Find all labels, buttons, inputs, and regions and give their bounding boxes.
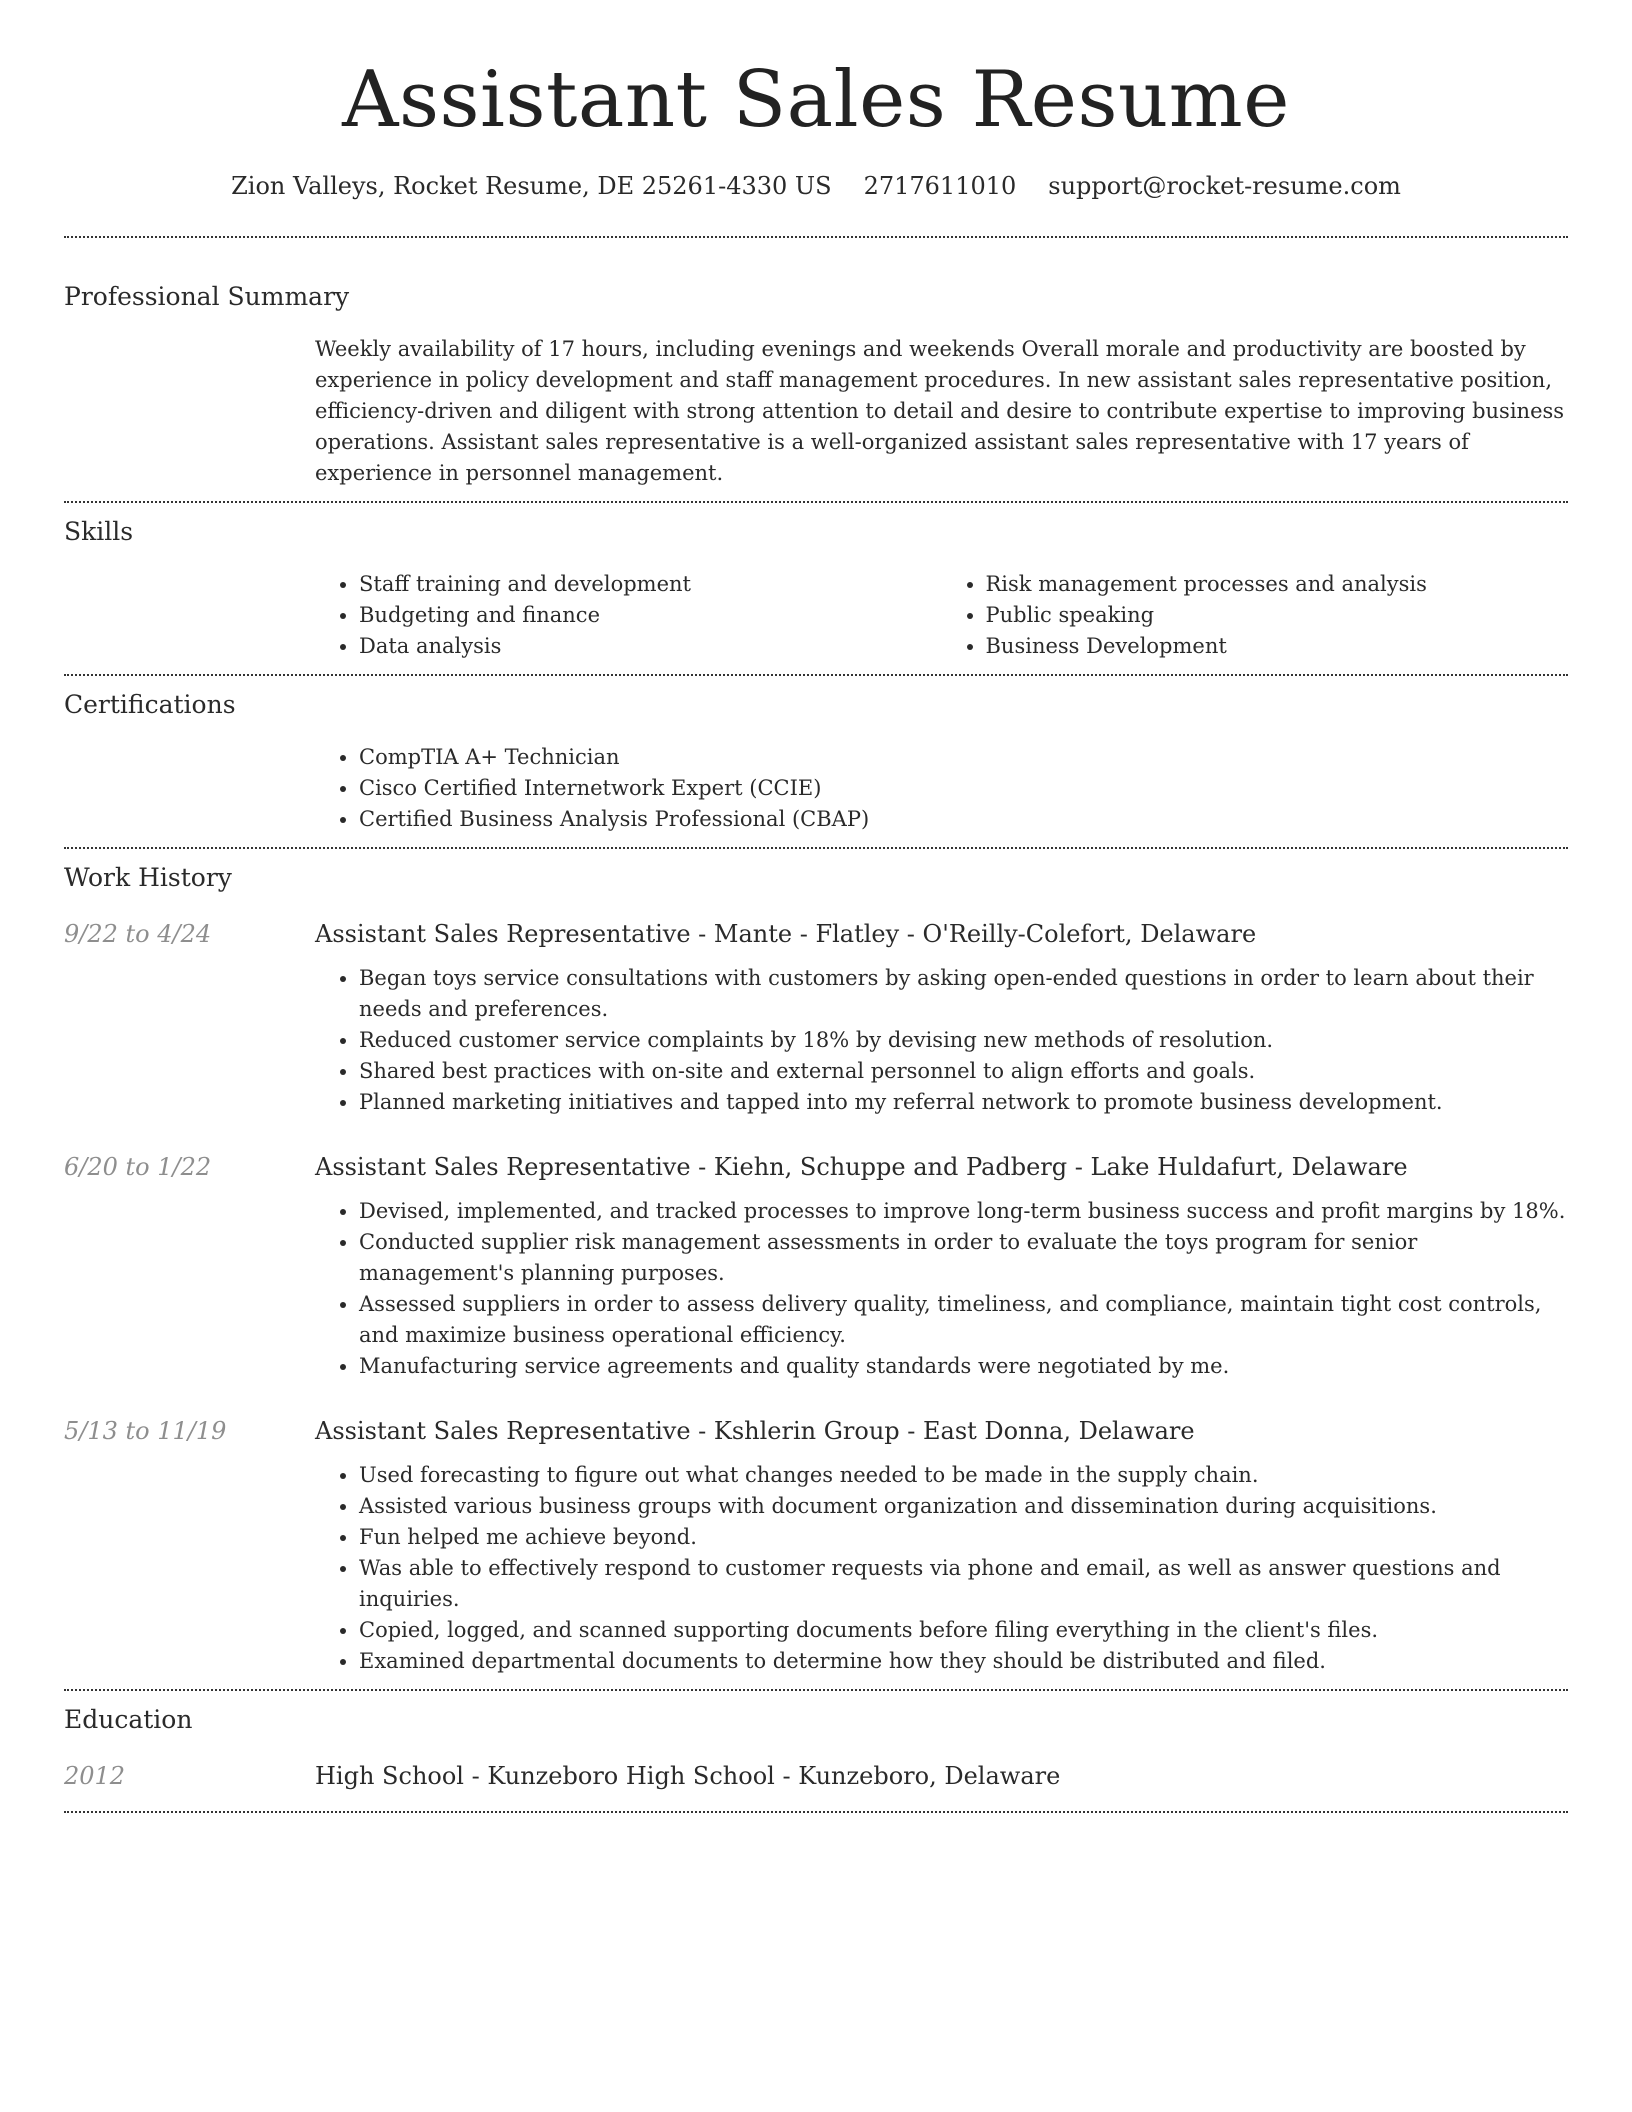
education-divider (64, 1811, 1568, 1813)
education-date: 2012 (64, 1762, 126, 1790)
skill-item: • Business Development (986, 631, 1569, 662)
contact-address: Zion Valleys, Rocket Resume, DE 25261-4330 US (231, 172, 832, 200)
job-date: 5/13 to 11/19 (64, 1417, 227, 1445)
education-section (64, 1691, 1568, 1811)
summary-text: Weekly availability of 17 hours, including evenings and weekends Overall morale and productivity are boosted by experience in policy development and staff management procedures. In new assistant sales representative position, efficiency-driven and diligent with strong attention to detail and desire to contribute expertise to improving business operations. Assistant sales representative is a well-organized assistant sales representative with 17 years of experience in personnel management. (315, 337, 1565, 485)
job-bullet: • Copied, logged, and scanned supporting documents before filing everything in the client's files. (359, 1615, 1568, 1646)
skill-item: • Data analysis (359, 631, 942, 662)
certifications-list (315, 742, 1568, 835)
job-bullet: • Shared best practices with on-site and external personnel to align efforts and goals. (359, 1056, 1568, 1087)
skills-grid (315, 569, 1568, 662)
job-bullets (315, 963, 1568, 1118)
job-bullet: • Conducted supplier risk management assessments in order to evaluate the toys program for senior management's planning purposes. (359, 1227, 1568, 1289)
job-bullets-content (315, 963, 1568, 1118)
job-bullet: • Used forecasting to figure out what changes needed to be made in the supply chain. (359, 1460, 1568, 1491)
work-heading: Work History (64, 863, 232, 892)
job-bullets (315, 1196, 1568, 1382)
skills-left-spacer (64, 569, 315, 662)
job-left-spacer (64, 1196, 315, 1382)
job-bullet: • Fun helped me achieve beyond. (359, 1522, 1568, 1553)
skills-section (64, 503, 1568, 674)
summary-content (315, 334, 1568, 489)
job-header-row (64, 1414, 1568, 1448)
job-header-row (64, 917, 1568, 951)
contact-phone: 2717611010 (863, 172, 1017, 200)
job-left-spacer (64, 963, 315, 1118)
certification-item: • Cisco Certified Internetwork Expert (CCIE) (359, 773, 1568, 804)
job-bullet: • Assessed suppliers in order to assess delivery quality, timeliness, and compliance, maintain tight cost controls, and maximize business operational efficiency. (359, 1289, 1568, 1351)
job-bullet: • Reduced customer service complaints by 18% by devising new methods of resolution. (359, 1025, 1568, 1056)
job-bullets-row (64, 1460, 1568, 1677)
job-bullet: • Planned marketing initiatives and tapped into my referral network to promote business development. (359, 1087, 1568, 1118)
job-date: 9/22 to 4/24 (64, 920, 212, 948)
job-header-row (64, 1150, 1568, 1184)
summary-row (64, 334, 1568, 489)
job-entry (64, 1414, 1568, 1677)
job-bullet: • Devised, implemented, and tracked processes to improve long-term business success and profit margins by 18%. (359, 1196, 1568, 1227)
job-bullet: • Manufacturing service agreements and quality standards were negotiated by me. (359, 1351, 1568, 1382)
job-bullet: • Examined departmental documents to determine how they should be distributed and filed. (359, 1646, 1568, 1677)
summary-left-spacer (64, 334, 315, 489)
job-bullets-content (315, 1196, 1568, 1382)
job-bullets (315, 1460, 1568, 1677)
contact-email: support@rocket-resume.com (1048, 172, 1401, 200)
education-heading: Education (64, 1705, 193, 1734)
skill-item: • Budgeting and finance (359, 600, 942, 631)
skills-row (64, 569, 1568, 662)
skills-list-right (942, 569, 1569, 662)
skill-item: • Staff training and development (359, 569, 942, 600)
summary-heading: Professional Summary (64, 282, 350, 311)
job-heading: Assistant Sales Representative - Kiehn, Schuppe and Padberg - Lake Huldafurt, Delaware (315, 1153, 1408, 1181)
job-bullets-content (315, 1460, 1568, 1677)
certifications-content (315, 742, 1568, 835)
summary-section (64, 238, 1568, 501)
certification-item: • Certified Business Analysis Professional (CBAP) (359, 804, 1568, 835)
job-heading: Assistant Sales Representative - Kshlerin Group - East Donna, Delaware (315, 1417, 1195, 1445)
job-entry (64, 917, 1568, 1118)
job-bullets-row (64, 1196, 1568, 1382)
education-entry (64, 1759, 1568, 1793)
education-heading-text: High School - Kunzeboro High School - Kunzeboro, Delaware (315, 1762, 1061, 1790)
job-bullet: • Assisted various business groups with document organization and dissemination during acquisitions. (359, 1491, 1568, 1522)
contact-info (64, 170, 1568, 202)
job-bullet: • Was able to effectively respond to customer requests via phone and email, as well as answer questions and inquiries. (359, 1553, 1568, 1615)
job-bullet: • Began toys service consultations with customers by asking open-ended questions in order to learn about their needs and preferences. (359, 963, 1568, 1025)
job-left-spacer (64, 1460, 315, 1677)
job-entry (64, 1150, 1568, 1382)
skill-item: • Risk management processes and analysis (986, 569, 1569, 600)
certifications-left-spacer (64, 742, 315, 835)
job-heading: Assistant Sales Representative - Mante - Flatley - O'Reilly-Colefort, Delaware (315, 920, 1257, 948)
certifications-row (64, 742, 1568, 835)
resume-header (64, 0, 1568, 202)
work-section (64, 849, 1568, 1689)
skills-heading: Skills (64, 517, 134, 546)
skills-list-left (315, 569, 942, 662)
job-date: 6/20 to 1/22 (64, 1153, 212, 1181)
certification-item: • CompTIA A+ Technician (359, 742, 1568, 773)
resume-title: Assistant Sales Resume (342, 55, 1290, 145)
certifications-section (64, 676, 1568, 847)
certifications-heading: Certifications (64, 690, 236, 719)
job-bullets-row (64, 963, 1568, 1118)
skill-item: • Public speaking (986, 600, 1569, 631)
